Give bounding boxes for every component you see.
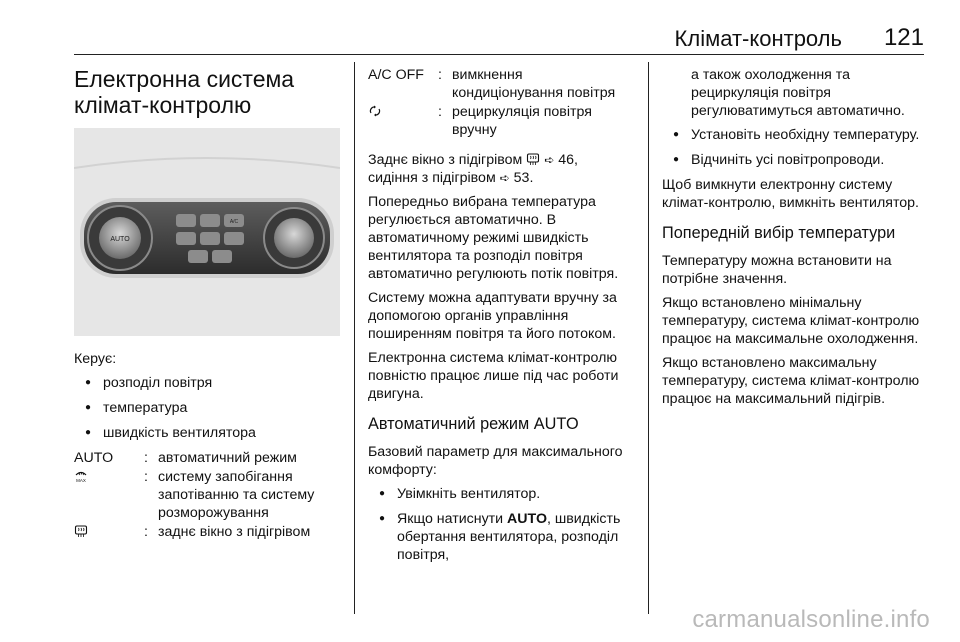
list-item: ● Якщо натиснути AUTO, швидкість обертання вентилятора, розподіл повітря, xyxy=(368,510,634,564)
watermark: carmanualsonline.info xyxy=(692,606,930,633)
list-item: ● розподіл повітря xyxy=(74,374,340,392)
column-divider-2 xyxy=(648,62,649,614)
header-rule xyxy=(74,54,924,55)
column-2 xyxy=(368,62,634,571)
definition-desc: заднє вікно з підігрівом xyxy=(158,524,311,540)
climate-control-panel-illustration xyxy=(74,128,340,336)
definition-desc: автоматичний режим xyxy=(158,450,297,466)
climate-panel-photo xyxy=(74,128,340,336)
subsection-heading: Автоматичний режим AUTO xyxy=(368,415,579,433)
list-item: ● Установіть необхідну температуру. xyxy=(662,126,928,144)
paragraph: Систему можна адаптувати вручну за допомогою органів управління поширенням повітря та його потоком. xyxy=(368,290,617,342)
list-item: ● Відчиніть усі повітропроводи. xyxy=(662,151,928,169)
list-item: ● температура xyxy=(74,399,340,417)
definition-desc: рециркуляція повітря вручну xyxy=(452,104,592,138)
definition-term: AUTO xyxy=(74,450,114,466)
paragraph: Температуру можна встановити на потрібне значення. xyxy=(662,253,892,287)
definition-max-defrost: MAX : систему запобігання запотіванню та систему розморожування xyxy=(74,468,340,522)
definition-rear-defrost: : заднє вікно з підігрівом xyxy=(74,523,340,541)
section-title: Електронна система клімат-контролю xyxy=(74,66,295,118)
list-item: ● швидкість вентилятора xyxy=(74,424,340,442)
paragraph: Попередньо вибрана температура регулюється автоматично. В автоматичному режимі швидкість вентилятора та розподіл повітря автоматично регулюють потік повітря. xyxy=(368,194,619,282)
definition-desc: систему запобігання запотіванню та систему розморожування xyxy=(158,469,315,521)
recirculation-icon xyxy=(368,104,382,118)
definition-recirculation: : рециркуляція повітря вручну xyxy=(368,103,634,139)
column-divider-1 xyxy=(354,62,355,614)
paragraph: Якщо встановлено максимальну температуру, система клімат-контролю працює на максимальний підігрів. xyxy=(662,355,920,407)
page-number: 121 xyxy=(883,24,924,51)
max-defrost-icon xyxy=(74,469,88,483)
cross-reference-arrow-icon: ➪ xyxy=(499,171,510,185)
rear-defrost-icon xyxy=(526,152,540,166)
subsection-heading: Попередній вибір температури xyxy=(662,224,896,242)
svg-text:MAX: MAX xyxy=(76,478,86,483)
list-item: ● Увімкніть вентилятор. xyxy=(368,485,634,503)
auto-knob-label: AUTO xyxy=(110,236,130,243)
column-3 xyxy=(662,62,928,414)
column-1 xyxy=(74,62,340,542)
definition-desc: вимкнення кондиціонування повітря xyxy=(452,67,616,101)
paragraph: Щоб вимкнути електронну систему клімат-контролю, вимкніть вентилятор. xyxy=(662,177,920,211)
rear-defrost-icon xyxy=(74,524,88,538)
paragraph: а також охолодження та рециркуляція повітря регулюватимуться автоматично. xyxy=(691,67,905,119)
controls-intro: Керує: xyxy=(74,351,117,367)
definition-ac-off: A/C OFF : вимкнення кондиціонування повітря xyxy=(368,66,634,102)
paragraph: Електронна система клімат-контролю повністю працює лише під час роботи двигуна. xyxy=(368,350,619,402)
rear-window-ref-paragraph: Заднє вікно з підігрівом ➪ 46, сидіння з підігрівом ➪ 53. xyxy=(368,152,578,186)
definition-term: A/C OFF xyxy=(368,67,424,83)
ac-button-label: A/C xyxy=(229,219,239,225)
definition-auto: AUTO : автоматичний режим xyxy=(74,449,340,467)
cross-reference-link[interactable]: 53. xyxy=(513,170,534,186)
paragraph: Якщо встановлено мінімальну температуру, система клімат-контролю працює на максимальне охолодження. xyxy=(662,295,920,347)
paragraph: Базовий параметр для максимального комфорту: xyxy=(368,444,623,478)
cross-reference-link[interactable]: 46, xyxy=(558,152,578,168)
running-header-title: Клімат-контроль xyxy=(674,26,842,51)
cross-reference-arrow-icon: ➪ xyxy=(544,153,555,167)
